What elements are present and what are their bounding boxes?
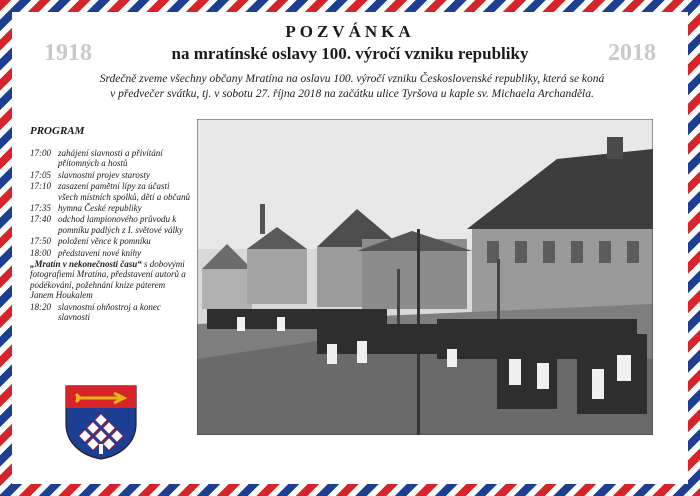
invitation-card <box>12 12 688 484</box>
intro-text <box>92 72 612 102</box>
program-item <box>30 170 190 180</box>
program-time: 17:35 <box>30 203 51 214</box>
program-time: 18:00 <box>30 247 51 258</box>
program-time: 17:40 <box>30 214 51 225</box>
book-description: s dobovými fotografiemi Mratína, představení autorů a podékování, požehnání knize páterem Janem Houkalem <box>30 259 186 301</box>
program-time: 17:10 <box>30 181 51 192</box>
invitation-title: POZVÁNKA <box>285 22 415 41</box>
program-time: 18:20 <box>30 301 51 312</box>
program-text: slavnostní ohňostroj a konec slavnosti <box>58 301 161 323</box>
program-text: hymna České republiky <box>58 203 142 214</box>
book-title: „Mratín v nekonečnosti času“ <box>30 259 142 270</box>
intro-line-1: Srdečně zveme všechny občany Mratína na oslavu 100. výročí vzniku Československé republiky, která se koná <box>99 73 605 85</box>
program-text: zasazení pamětní lípy za účasti všech místních spolků, dětí a občanů <box>58 181 190 202</box>
program-item <box>30 214 190 235</box>
program-text: představení nové knihy <box>58 247 141 258</box>
year-right: 2018 <box>608 40 656 66</box>
intro-line-2: v předvečer svátku, tj. v sobotu 27. října 2018 na začátku ulice Tyršova u kaple sv. Michaela Archanděla. <box>110 88 594 100</box>
year-left: 1918 <box>44 40 92 66</box>
program-item <box>30 302 190 323</box>
historical-photo <box>197 119 653 435</box>
program-heading: PROGRAM <box>30 125 85 137</box>
program-list <box>30 148 190 324</box>
program-item <box>30 236 190 246</box>
program-text: zahájení slavnosti a přivítání přítomných a hostů <box>58 148 163 169</box>
program-time: 17:00 <box>30 148 51 158</box>
program-book-entry <box>30 259 190 301</box>
program-time: 17:50 <box>30 236 51 247</box>
invitation-subtitle: na mratínské oslavy 100. výročí vzniku republiky <box>171 44 529 63</box>
coat-of-arms <box>64 384 138 460</box>
program-text: slavnostní projev starosty <box>58 169 150 180</box>
program-item <box>30 203 190 213</box>
program-text: položení věnce k pomníku <box>58 236 151 247</box>
program-item <box>30 181 190 202</box>
program-time: 17:05 <box>30 169 51 180</box>
program-item <box>30 148 190 169</box>
program-item <box>30 248 190 258</box>
program-text: odchod lampionového průvodu k pomníku padlých z I. světové války <box>58 214 183 235</box>
